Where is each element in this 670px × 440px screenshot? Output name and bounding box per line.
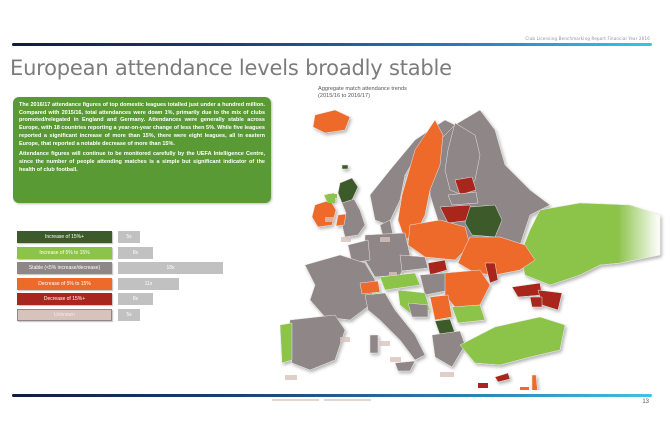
region-turkey [460, 317, 565, 365]
legend-count: 18x [166, 265, 175, 272]
legend-label: Increase of 15%+ [44, 234, 85, 240]
europe-attendance-map [280, 95, 670, 390]
legend-label: Decrease of 15%+ [43, 296, 86, 303]
legend-count: 8x [132, 296, 139, 303]
region-czech [400, 255, 428, 271]
map-title-line: (2015/16 to 2016/17) [318, 93, 370, 99]
legend-row-decrease-15-plus [17, 292, 247, 307]
map-title-line: Aggregate match attendance trends [318, 86, 407, 92]
legend-count: 8x [132, 249, 139, 256]
region-sardinia [370, 335, 378, 353]
region-cyprus [495, 373, 510, 382]
top-divider [12, 43, 652, 46]
region-poland [408, 220, 470, 260]
legend-row-stable [17, 261, 247, 276]
legend-row-increase-15-plus [17, 230, 247, 245]
region-israel [532, 375, 538, 390]
legend-count-bar [118, 262, 223, 274]
region-ireland [312, 200, 336, 227]
legend-swatch [17, 293, 112, 305]
region-georgia [512, 283, 542, 297]
page-title: European attendance levels broadly stable [10, 56, 452, 80]
region-kazakhstan [520, 203, 660, 285]
region-iceland [313, 110, 350, 133]
region-serbia [430, 295, 452, 320]
region-spain [288, 315, 345, 370]
region-bosnia [408, 303, 428, 317]
legend-label: Stable (<5% increase/decrease) [28, 265, 101, 272]
region-switzerland [360, 281, 380, 294]
legend-count-bar [118, 247, 153, 259]
legend-count-bar [118, 231, 140, 243]
legend-label: Decrease of 5% to 15% [38, 280, 91, 287]
summary-paragraph: Attendance figures will continue to be monitored carefully by the UEFA Intelligence Centre, since the number of people attending matches is a simple but significant indicator of the health of club football. [19, 151, 265, 173]
legend-row-unknown [17, 308, 247, 323]
page-number: 13 [642, 399, 649, 405]
region-slovakia [428, 260, 447, 275]
legend-count-bar [118, 309, 140, 321]
legend-swatch [17, 247, 112, 259]
legend-label: Unknown [54, 311, 75, 318]
region-sicily [395, 361, 415, 371]
legend-swatch [17, 309, 112, 321]
legend-count: 5x [126, 234, 132, 240]
footer-tab [272, 399, 319, 401]
legend-count-bar [118, 293, 153, 305]
bottom-divider [12, 394, 652, 397]
summary-paragraph: The 2016/17 attendance figures of top domestic leagues totalled just under a hundred million. Compared with 2015/16, total attendances were down 1%, primarily due to the mix of clubs promoted/relegated in England and Germany. Attendances were generally stable across Europe, with 18 countries reporting a year-on-year change of less then 5%. While five leagues reported a significant increase of more than 15%, there were eight leagues, all in eastern Europe, that reported a notable decrease of more than 15%. [19, 102, 265, 147]
header-caption: Club Licensing Benchmarking Report Financial Year 2016 [525, 36, 650, 41]
region-scotland [338, 178, 358, 203]
region-faroe [342, 165, 348, 169]
region-belarus [465, 205, 502, 237]
region-greece [432, 331, 465, 367]
region-romania [445, 270, 490, 307]
region-armenia [530, 297, 542, 307]
legend-row-increase-5-15 [17, 246, 247, 261]
legend [17, 230, 247, 324]
legend-row-decrease-5-15 [17, 277, 247, 292]
legend-count: 11x [144, 280, 153, 287]
footer-tab [324, 399, 371, 401]
summary-box [13, 97, 271, 203]
legend-count: 5x [126, 311, 132, 318]
legend-swatch [17, 278, 112, 290]
legend-count-bar [118, 278, 179, 290]
legend-label: Increase of 5% to 15% [39, 249, 90, 256]
region-portugal [280, 323, 292, 363]
legend-swatch [17, 262, 112, 274]
region-bulgaria [452, 305, 485, 323]
legend-swatch [17, 231, 112, 243]
